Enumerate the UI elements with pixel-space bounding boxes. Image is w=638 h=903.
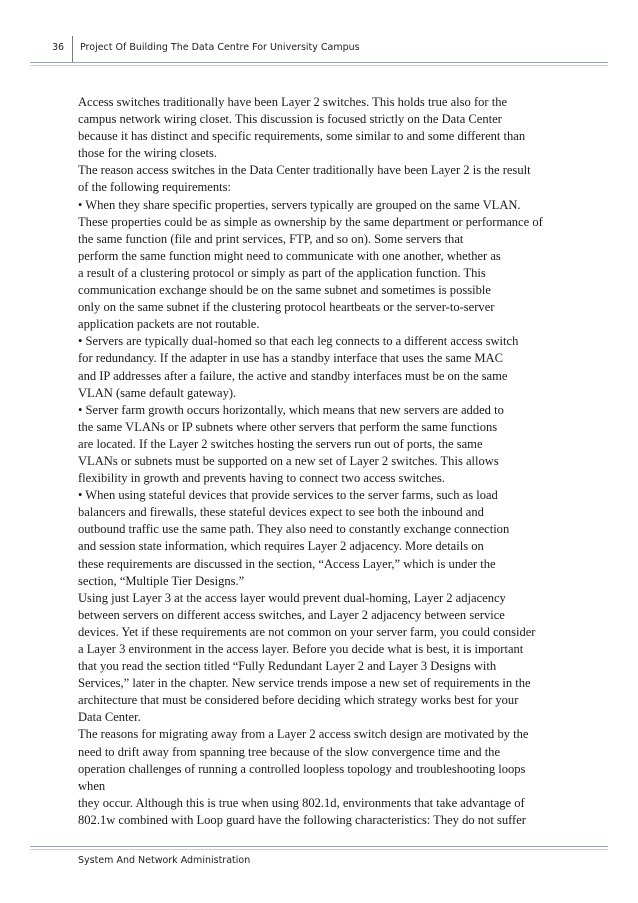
body-line: 802.1w combined with Loop guard have the following characteristics: They do not suffer [78, 812, 526, 827]
body-line: The reasons for migrating away from a Layer 2 access switch design are motivated by the [78, 727, 529, 742]
body-text [78, 94, 568, 829]
body-line: and IP addresses after a failure, the active and standby interfaces must be on the same [78, 368, 508, 383]
body-line: application packets are not routable. [78, 317, 260, 332]
body-line: because it has distinct and specific requirements, some similar to and some different than [78, 129, 526, 144]
header-divider [72, 36, 73, 62]
body-line: Data Center. [78, 710, 141, 725]
body-line: the same VLANs or IP subnets where other servers that perform the same functions [78, 419, 498, 434]
body-line: a result of a clustering protocol or simply as part of the application function. This [78, 265, 486, 280]
header-rule-secondary [30, 65, 608, 66]
body-line: These properties could be as simple as ownership by the same department or performance of [78, 214, 543, 229]
body-line: a Layer 3 environment in the access layer. Before you decide what is best, it is important [78, 642, 524, 656]
body-line: for redundancy. If the adapter in use has a standby interface that uses the same MAC [78, 351, 503, 366]
body-line: devices. Yet if these requirements are not common on your server farm, you could consider [78, 624, 536, 639]
page-header [0, 0, 638, 66]
body-line: VLANs or subnets must be supported on a new set of Layer 2 switches. This allows [78, 453, 499, 468]
body-line: when [78, 778, 106, 793]
body-line: are located. If the Layer 2 switches hosting the servers run out of ports, the same [78, 436, 483, 451]
body-line: Using just Layer 3 at the access layer would prevent dual-homing, Layer 2 adjacency [78, 590, 506, 605]
body-line: • Servers are typically dual-homed so that each leg connects to a different access switch [78, 334, 519, 349]
body-line: • Server farm growth occurs horizontally, which means that new servers are added to [78, 402, 504, 417]
body-line: Services,” later in the chapter. New service trends impose a new set of requirements in the [78, 676, 531, 691]
body-line: of the following requirements: [78, 180, 231, 195]
body-line: the same function (file and print services, FTP, and so on). Some servers that [78, 231, 464, 246]
body-line: between servers on different access switches, and Layer 2 adjacency between service [78, 607, 505, 622]
body-line: perform the same function might need to communicate with one another, whether as [78, 248, 501, 263]
body-line: those for the wiring closets. [78, 146, 218, 161]
body-line: balancers and firewalls, these stateful devices expect to see both the inbound and [78, 505, 484, 520]
body-line: • When using stateful devices that provide services to the server farms, such as load [78, 488, 498, 503]
body-line: they occur. Although this is true when using 802.1d, environments that take advantage of [78, 795, 525, 810]
body-line: flexibility in growth and prevents having to connect two access switches. [78, 471, 445, 486]
body-line: outbound traffic use the same path. They also need to constantly exchange connection [78, 522, 510, 537]
body-line: Access switches traditionally have been Layer 2 switches. This holds true also for the [78, 95, 508, 109]
body-line: architecture that must be considered before deciding which strategy works best for your [78, 693, 519, 708]
body-line: that you read the section titled “Fully Redundant Layer 2 and Layer 3 Designs with [78, 659, 497, 674]
body-line: these requirements are discussed in the section, “Access Layer,” which is under the [78, 556, 496, 571]
body-line: The reason access switches in the Data Center traditionally have been Layer 2 is the result [78, 163, 531, 178]
body-line: need to drift away from spanning tree because of the slow convergence time and the [78, 744, 501, 759]
page-number: 36 [52, 42, 65, 53]
running-title: Project Of Building The Data Centre For University Campus [80, 42, 360, 53]
body-line: and session state information, which requires Layer 2 adjacency. More details on [78, 539, 484, 554]
body-line: communication exchange should be on the same subnet and sometimes is possible [78, 283, 491, 298]
running-footer: System And Network Administration [78, 855, 251, 866]
footer-rule [30, 846, 608, 847]
body-line: campus network wiring closet. This discussion is focused strictly on the Data Center [78, 112, 502, 127]
body-line: • When they share specific properties, servers typically are grouped on the same VLAN. [78, 197, 521, 212]
footer-rule-secondary [30, 849, 608, 850]
body-line: VLAN (same default gateway). [78, 385, 237, 400]
header-rule [30, 62, 608, 63]
body-line: section, “Multiple Tier Designs.” [78, 573, 245, 588]
body-line: operation challenges of running a controlled loopless topology and troubleshooting loops [78, 761, 526, 776]
body-line: only on the same subnet if the clustering protocol heartbeats or the server-to-server [78, 300, 495, 315]
